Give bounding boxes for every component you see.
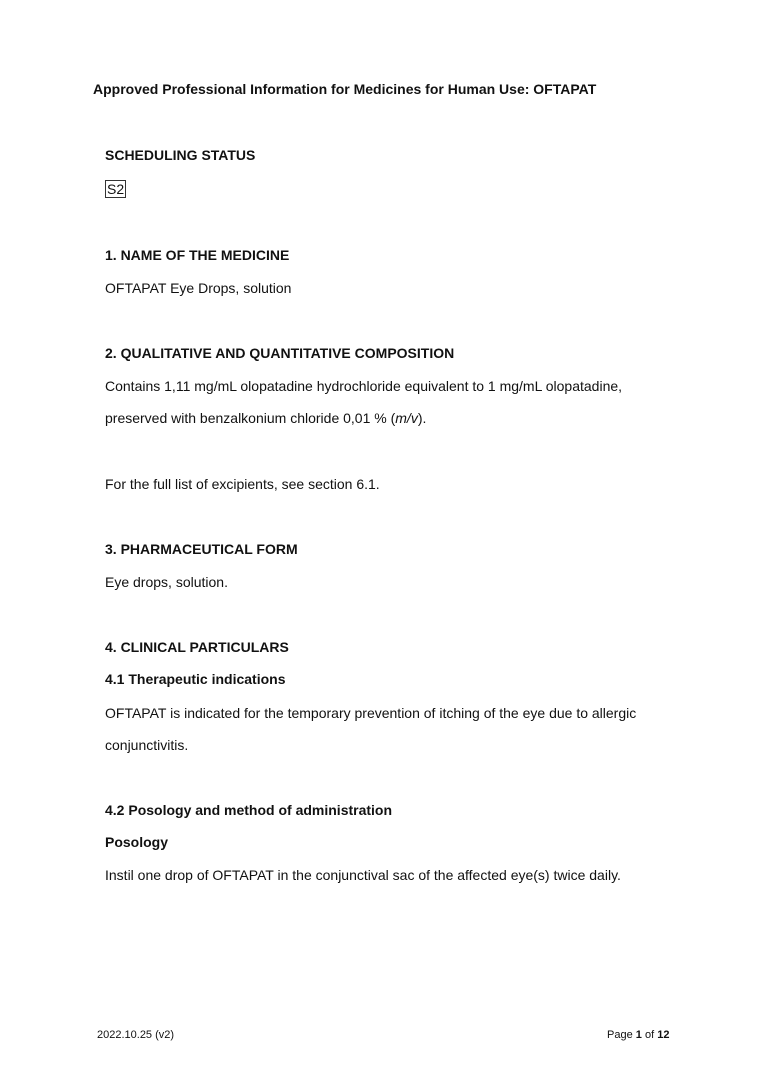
posology-subheading: Posology — [105, 834, 169, 850]
section-3-text: Eye drops, solution. — [105, 574, 228, 590]
section-4-heading: 4. CLINICAL PARTICULARS — [105, 639, 289, 655]
page-label: Page — [607, 1029, 633, 1041]
scheduling-status-heading: SCHEDULING STATUS — [105, 147, 256, 163]
page-total: 12 — [657, 1029, 670, 1041]
document-title: Approved Professional Information for Medicines for Human Use: OFTAPAT — [93, 81, 597, 97]
composition-line-2-post: ). — [417, 410, 427, 426]
composition-unit-italic: m/v — [395, 410, 418, 426]
scheduling-status-badge: S2 — [107, 181, 125, 197]
composition-line-2 — [105, 410, 426, 426]
page-current: 1 — [635, 1029, 642, 1041]
section-1-heading: 1. NAME OF THE MEDICINE — [105, 247, 290, 263]
composition-line-2-pre: preserved with benzalkonium chloride 0,01 % ( — [105, 410, 396, 426]
section-3-heading: 3. PHARMACEUTICAL FORM — [105, 541, 298, 557]
section-2-heading: 2. QUALITATIVE AND QUANTITATIVE COMPOSITION — [105, 345, 455, 361]
indications-line-1: OFTAPAT is indicated for the temporary prevention of itching of the eye due to allergic — [105, 705, 637, 721]
section-4-2-heading: 4.2 Posology and method of administration — [105, 802, 393, 818]
footer-version: 2022.10.25 (v2) — [97, 1029, 175, 1041]
composition-line-1: Contains 1,11 mg/mL olopatadine hydrochloride equivalent to 1 mg/mL olopatadine, — [105, 378, 623, 394]
excipients-note: For the full list of excipients, see section 6.1. — [105, 476, 380, 492]
page-of: of — [644, 1029, 655, 1041]
posology-text: Instil one drop of OFTAPAT in the conjunctival sac of the affected eye(s) twice daily. — [105, 867, 621, 883]
section-4-1-heading: 4.1 Therapeutic indications — [105, 671, 286, 687]
footer-page-number — [607, 1029, 669, 1041]
section-1-text: OFTAPAT Eye Drops, solution — [105, 280, 292, 296]
indications-line-2: conjunctivitis. — [105, 737, 189, 753]
